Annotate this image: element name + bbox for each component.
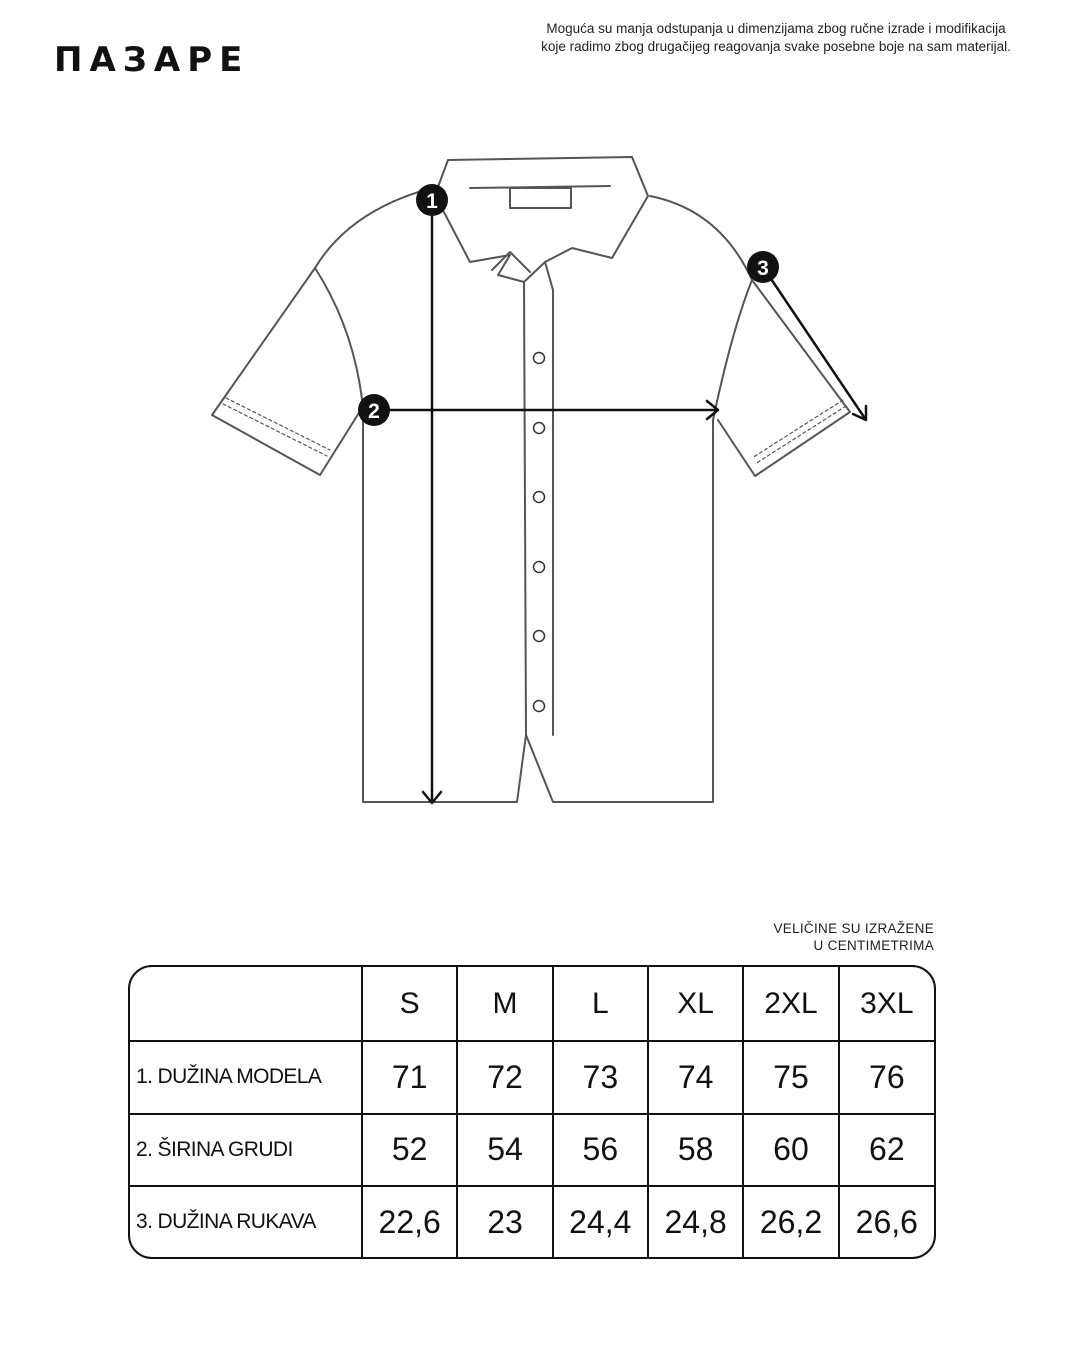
size-header: 2XL	[743, 967, 838, 1041]
sleeve-arrow	[763, 267, 866, 420]
marker-3-number: 3	[757, 257, 769, 280]
size-header: XL	[648, 967, 743, 1041]
table-cell: 75	[743, 1041, 838, 1114]
table-row	[130, 1114, 934, 1187]
row-label: 2. ŠIRINA GRUDI	[130, 1114, 362, 1187]
table-cell: 72	[457, 1041, 552, 1114]
size-chart-table	[128, 965, 936, 1259]
units-note	[773, 920, 934, 954]
table-cell: 22,6	[362, 1186, 457, 1257]
table-row	[130, 1041, 934, 1114]
disclaimer-line-1: Moguća su manja odstupanja u dimenzijama zbog ručne izrade i modifikacija	[546, 21, 1006, 36]
marker-1	[416, 184, 448, 216]
table-cell: 73	[553, 1041, 648, 1114]
table-cell: 54	[457, 1114, 552, 1187]
marker-2-number: 2	[368, 400, 380, 423]
size-header: M	[457, 967, 552, 1041]
units-note-line-1: VELIČINE SU IZRAŽENE	[773, 921, 934, 936]
table-cell: 60	[743, 1114, 838, 1187]
disclaimer-line-2: koje radimo zbog drugačijeg reagovanja svake posebne boje na sam materijal.	[541, 39, 1011, 54]
table-cell: 23	[457, 1186, 552, 1257]
brand-logo: ΠΑЗΑΡΕ	[54, 40, 250, 80]
table-cell: 56	[553, 1114, 648, 1187]
units-note-line-2: U CENTIMETRIMA	[813, 938, 934, 953]
row-label: 1. DUŽINA MODELA	[130, 1041, 362, 1114]
marker-1-number: 1	[426, 190, 438, 213]
marker-2	[358, 394, 390, 426]
table-cell: 24,8	[648, 1186, 743, 1257]
marker-3	[747, 251, 779, 283]
chest-arrow	[374, 401, 718, 419]
table-cell: 58	[648, 1114, 743, 1187]
table-cell: 52	[362, 1114, 457, 1187]
table-row	[130, 1186, 934, 1257]
length-arrow	[423, 200, 441, 803]
collar-outline	[435, 157, 648, 282]
table-cell: 62	[839, 1114, 934, 1187]
table-cell: 26,6	[839, 1186, 934, 1257]
table-cell: 76	[839, 1041, 934, 1114]
row-label: 3. DUŽINA RUKAVA	[130, 1186, 362, 1257]
size-header-row	[130, 967, 934, 1041]
header-empty-cell	[130, 967, 362, 1041]
table-cell: 26,2	[743, 1186, 838, 1257]
size-header: L	[553, 967, 648, 1041]
shirt-buttons	[534, 353, 545, 712]
table-cell: 71	[362, 1041, 457, 1114]
size-header: 3XL	[839, 967, 934, 1041]
size-header: S	[362, 967, 457, 1041]
left-sleeve-outline	[212, 268, 362, 475]
right-sleeve-outline	[718, 280, 850, 476]
table-cell: 74	[648, 1041, 743, 1114]
table-cell: 24,4	[553, 1186, 648, 1257]
